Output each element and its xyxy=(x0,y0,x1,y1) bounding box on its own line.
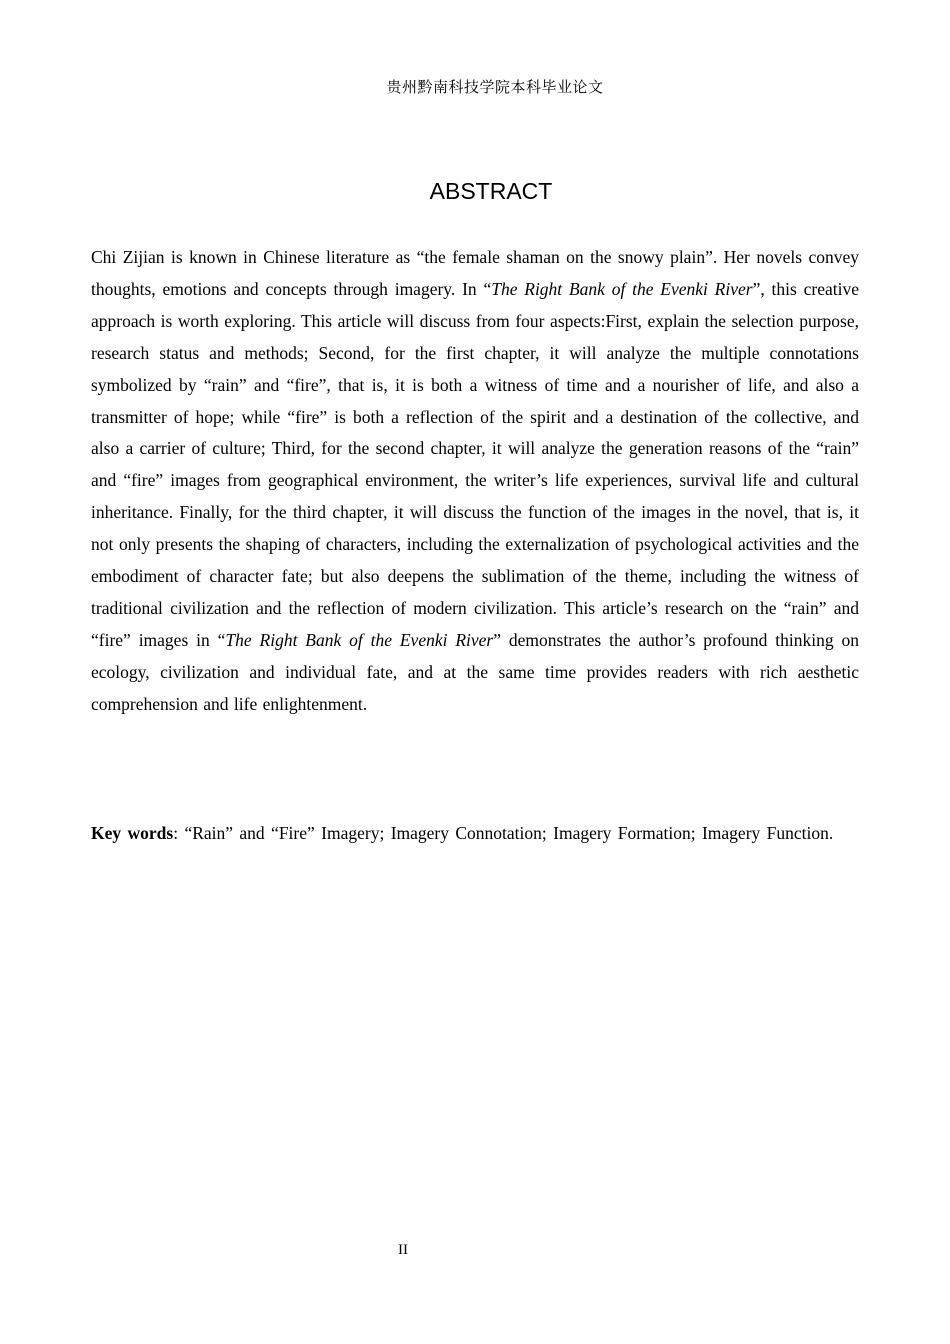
keywords-text: “Rain” and “Fire” Imagery; Imagery Connotation; Imagery Formation; Imagery Function. xyxy=(184,823,834,843)
abstract-text-part-2: ”, this creative approach is worth exploring. This article will discuss from four aspects:First, explain the selection purpose, research status and methods; Second, for the first chapter, it will analyze the multiple connotations symbolized by “rain” and “fire”, that is, it is both a witness of time and a nourisher of life, and also a transmitter of hope; while “fire” is both a reflection of the spirit and a destination of the collective, and also a carrier of culture; Third, for the second chapter, it will analyze the generation reasons of the “rain” and “fire” images from geographical environment, the writer’s life experiences, survival life and cultural inheritance. Finally, for the third chapter, it will discuss the function of the images in the novel, that is, it not only presents the shaping of characters, including the externalization of psychological activities and the embodiment of character fate; but also deepens the sublimation of the theme, including the witness of traditional civilization and the reflection of modern civilization. This article’s research on the “rain” and “fire” images in “ xyxy=(91,278,859,650)
abstract-text-part-3: ” demonstrates the author’s profound thinking on ecology, civilization and individual fate, and at the same time provides readers with rich aesthetic comprehension and life enlightenment. xyxy=(91,629,859,714)
abstract-title: ABSTRACT xyxy=(429,178,553,204)
keywords-separator: : xyxy=(173,823,185,843)
page-number: II xyxy=(398,1242,408,1258)
page-header: 贵州黔南科技学院本科毕业论文 xyxy=(386,80,604,96)
keywords-paragraph xyxy=(91,818,859,849)
keywords-label: Key words xyxy=(91,823,174,843)
book-title-italic: The Right Bank of the Evenki River xyxy=(491,278,753,299)
abstract-paragraph xyxy=(91,242,859,721)
abstract-text-part-1: Chi Zijian is known in Chinese literature as “the female shaman on the snowy plain”. Her novels convey thoughts, emotions and concepts through imagery. In “ xyxy=(91,247,859,299)
book-title-italic: The Right Bank of the Evenki River xyxy=(225,629,494,650)
